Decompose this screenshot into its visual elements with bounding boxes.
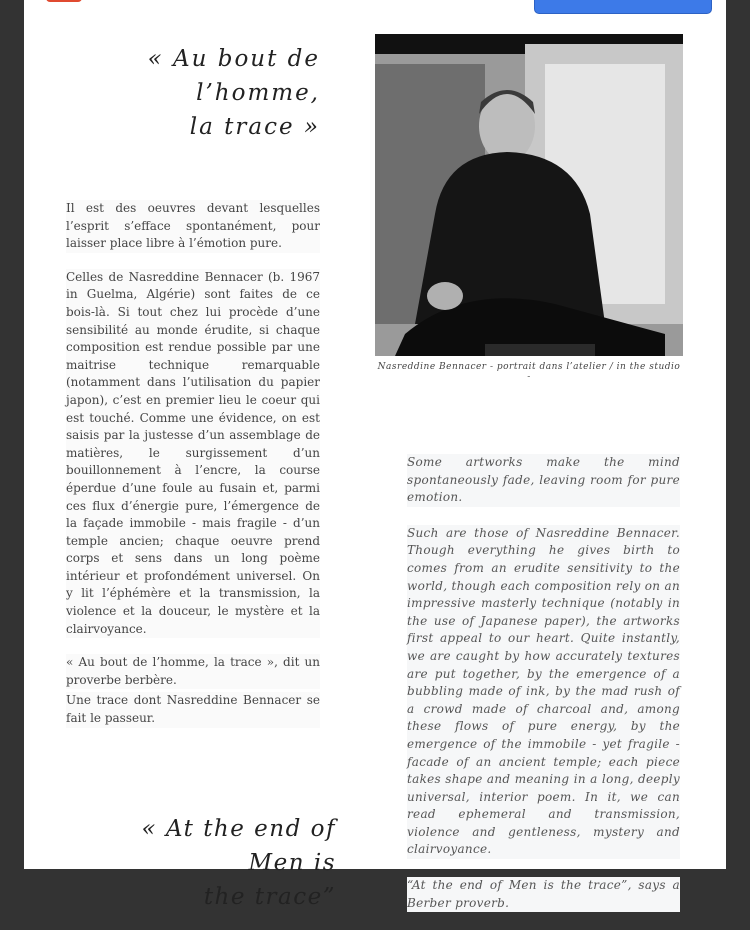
french-title [64,42,320,144]
portrait-illustration [375,34,683,356]
english-title [84,812,336,914]
french-text-column [66,200,320,744]
app-logo-icon[interactable] [46,0,82,2]
french-title-line2: la trace » [189,114,320,140]
french-paragraph: « Au bout de l’homme, la trace », dit un proverbe berbère. [66,654,320,689]
english-paragraph: Such are those of Nasreddine Bennacer. Though everything he gives birth to comes from an erudite sensitivity to the world, though each composition rely on an impressive masterly technique (notably in the use of Japanese paper), the artworks first appeal to our heart. Quite instantly, we are caught by how accurately textures are put together, by the emergence of a bubbling made of ink, by the mad rush of a crowd made of charcoal and, among these flows of pure energy, by the emergence of the immobile - yet fragile - facade of an ancient temple; each piece takes shape and meaning in a long, deeply universal, interior poem. In it, we can read ephemeral and transmission, violence and gentleness, mystery and clairvoyance. [407,525,680,859]
french-paragraph: Il est des oeuvres devant lesquelles l’esprit s’efface spontanément, pour laisser place libre à l’émotion pure. [66,200,320,253]
english-text-column [407,454,680,930]
french-paragraph: Celles de Nasreddine Bennacer (b. 1967 in Guelma, Algérie) sont faites de ce bois-là. Si tout chez lui procède d’une sensibilité au monde érudite, si chaque composition est rendue possible par une maitrise technique remarquable (notamment dans l’utilisation du papier japon), c’est en premier lieu le coeur qui est touché. Comme une évidence, on est saisis par la justesse d’un assemblage de matières, le surgissement d’un bouillonnement à l’encre, la course éperdue d’une foule au fusain et, parmi ces flux d’énergie pure, l’émergence de la façade immobile - mais fragile - d’un temple ancien; chaque oeuvre prend corps et sens dans un long poème intérieur et profondément universel. On y lit l’éphémère et la transmission, la violence et la douceur, le mystère et la clairvoyance. [66,269,320,638]
english-title-line2: the trace” [203,884,336,910]
english-title-line1: « At the end of Men is [141,816,336,876]
french-paragraph: Une trace dont Nasreddine Bennacer se fait le passeur. [66,692,320,727]
english-paragraph: Some artworks make the mind spontaneously fade, leaving room for pure emotion. [407,454,680,507]
english-paragraph: “At the end of Men is the trace”, says a Berber proverb. [407,877,680,912]
top-action-button[interactable] [534,0,712,14]
artist-portrait-photo [375,34,683,356]
photo-caption: Nasreddine Bennacer - portrait dans l’atelier / in the studio - [377,362,681,382]
page [24,0,726,910]
french-title-line1: « Au bout de l’homme, [147,46,320,106]
